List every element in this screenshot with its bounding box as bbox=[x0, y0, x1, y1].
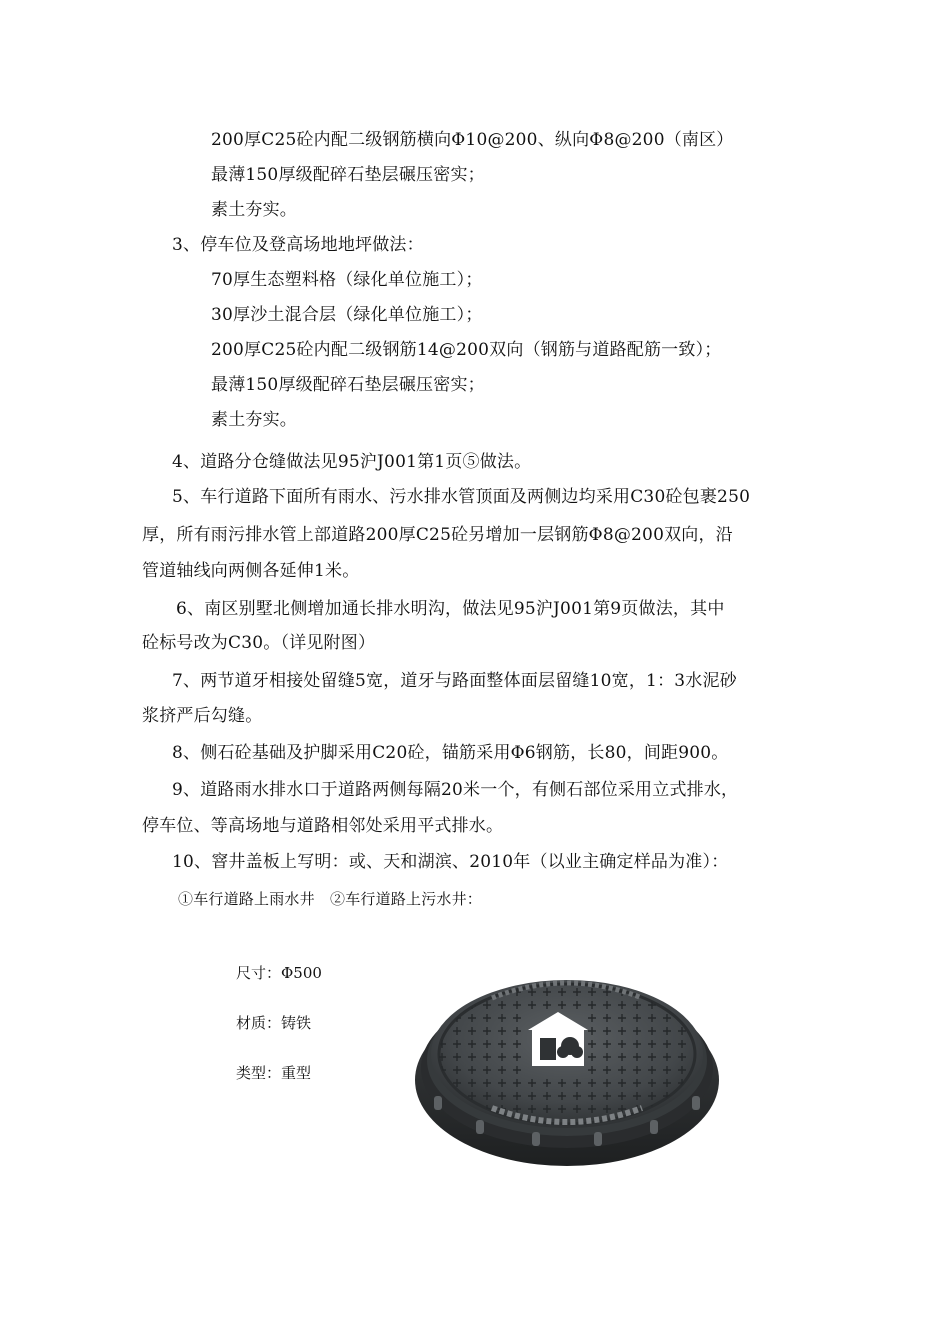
section-5-line-3: 管道轴线向两侧各延伸1米。 bbox=[142, 561, 360, 581]
section-10: 10、窨井盖板上写明：或、天和湖滨、2010年（以业主确定样品为准）： bbox=[172, 852, 729, 872]
section-7-line-1: 7、两节道牙相接处留缝5宽，道牙与路面整体面层留缝10宽，1：3水泥砂 bbox=[172, 671, 737, 691]
text-line-9: 素土夯实。 bbox=[211, 410, 297, 430]
spec-size: 尺寸：Φ500 bbox=[236, 964, 322, 982]
section-5-line-2: 厚，所有雨污排水管上部道路200厚C25砼另增加一层钢筋Φ8@200双向，沿 bbox=[142, 525, 733, 545]
section-9-line-2: 停车位、等高场地与道路相邻处采用平式排水。 bbox=[142, 816, 504, 836]
section-4: 4、道路分仓缝做法见95沪J001第1页⑤做法。 bbox=[172, 452, 532, 472]
text-line-1: 200厚C25砼内配二级钢筋横向Φ10@200、纵向Φ8@200（南区） bbox=[211, 130, 734, 150]
section-7-line-2: 浆挤严后勾缝。 bbox=[142, 706, 263, 726]
text-line-3: 素土夯实。 bbox=[211, 200, 297, 220]
manhole-cover-icon bbox=[412, 968, 722, 1173]
text-line-2: 最薄150厚级配碎石垫层碾压密实； bbox=[211, 165, 485, 185]
section-9-line-1: 9、道路雨水排水口于道路两侧每隔20米一个，有侧石部位采用立式排水， bbox=[172, 780, 739, 800]
manhole-types: ①车行道路上雨水井 ②车行道路上污水井： bbox=[178, 890, 483, 908]
text-line-6: 30厚沙土混合层（绿化单位施工）； bbox=[211, 305, 483, 325]
spec-material: 材质：铸铁 bbox=[236, 1014, 312, 1032]
spec-type: 类型：重型 bbox=[236, 1064, 312, 1082]
section-6-line-1: 6、南区别墅北侧增加通长排水明沟，做法见95沪J001第9页做法，其中 bbox=[176, 599, 725, 619]
text-line-5: 70厚生态塑料格（绿化单位施工）； bbox=[211, 270, 483, 290]
manhole-cover-image bbox=[412, 968, 722, 1173]
text-line-7: 200厚C25砼内配二级钢筋14@200双向（钢筋与道路配筋一致）； bbox=[211, 340, 722, 360]
section-3-heading: 3、停车位及登高场地地坪做法： bbox=[172, 235, 424, 255]
text-line-8: 最薄150厚级配碎石垫层碾压密实； bbox=[211, 375, 485, 395]
section-5-line-1: 5、车行道路下面所有雨水、污水排水管顶面及两侧边均采用C30砼包裹250 bbox=[172, 487, 751, 507]
section-8: 8、侧石砼基础及护脚采用C20砼，锚筋采用Φ6钢筋，长80，间距900。 bbox=[172, 743, 729, 763]
section-6-line-2: 砼标号改为C30。（详见附图） bbox=[142, 633, 376, 653]
